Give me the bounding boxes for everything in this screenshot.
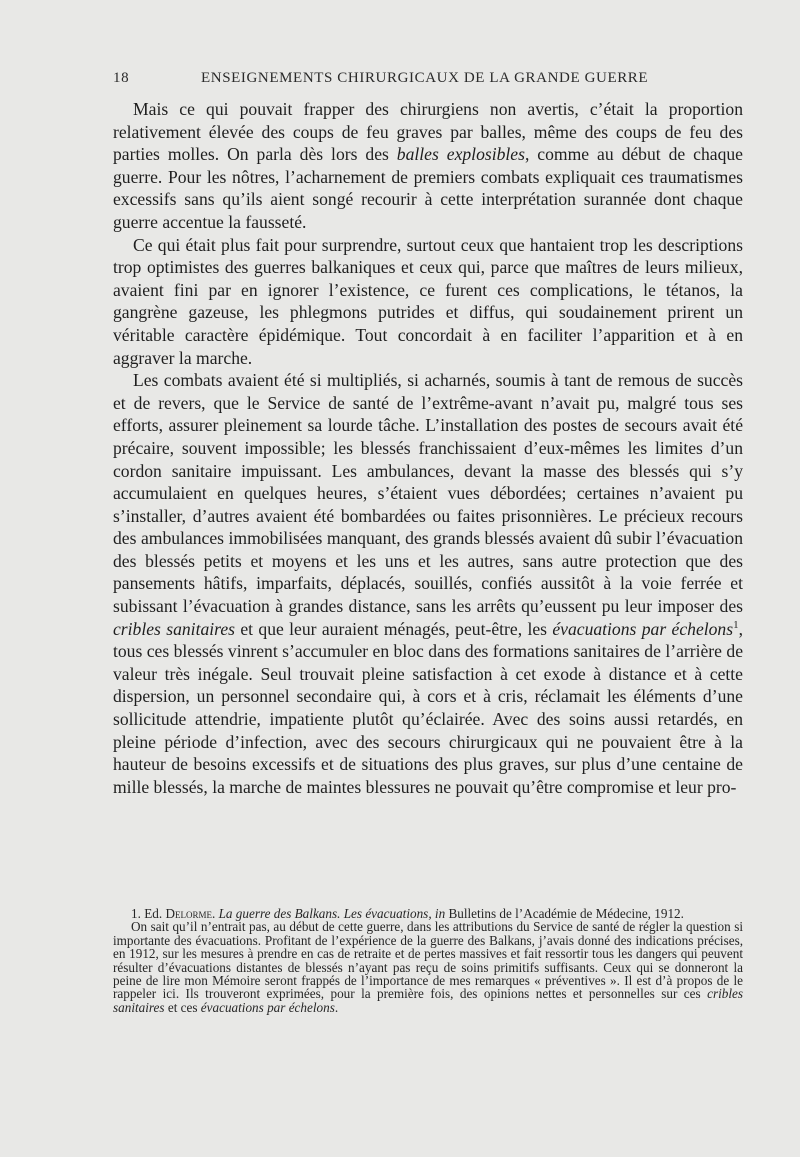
footnote-reference: 1 [733, 618, 739, 631]
footnote-1-continuation: On sait qu’il n’entrait pas, au début de cette guerre, dans les attributions du Service de santé de régler la question si importante des évacuations. Profitant de l’expérience de la guerre des Balkans, j’avais donné des indications précises, en 1912, sur les mesures à prendre en cas de retraite et de pertes massives et fait ressortir tous les dangers qui peuvent résulter d’évacuations distantes de blessés n’ayant pas reçu de soins primitifs suffisants. Ceux qui se donneront la peine de lire mon Mémoire seront frappés de l’importance de mes remarques « préventives ». Il est d’à propos de le rappeler ici. Ils trouveront exprimées, pour la première fois, des opinions nettes et personnelles sur ces cribles sanitaires et ces évacuations par échelons. [113, 919, 743, 1015]
paragraph-2: Ce qui était plus fait pour surprendre, surtout ceux que hantaient trop les descriptions trop optimistes des guerres balkaniques et ceux qui, parce que maîtres de leurs milieux, avaient fini par en ignorer l’existence, ce furent ces complications, le tétanos, la gangrène gazeuse, les phlegmons putrides et diffus, qui soudainement prirent un véritable caractère épidémique. Tout concordait à en faciliter l’apparition et à en aggraver la marche. [113, 234, 743, 368]
italic-term: évacuations par échelons [200, 999, 335, 1015]
paragraph-3: Les combats avaient été si multipliés, si acharnés, soumis à tant de remous de succès et de revers, que le Service de santé de l’extrême-avant n’avait pu, malgré tous ses efforts, assurer pleinement sa lourde tâche. L’installation des postes de secours avait été précaire, souvent impossible; les blessés franchissaient d’eux-mêmes les limites d’un cordon sanitaire impuissant. Les ambulances, devant la masse des blessés qui s’y accumulaient en quelques heures, s’étaient vues débordées; certaines n’avaient pu s’installer, d’autres avaient été bombardées ou faites prisonnières. Le précieux recours des ambulances immobilisées manquant, des grands blessés avaient dû subir l’évacuation des blessés petits et moyens et les uns et les autres, sans autre protection que des pansements hâtifs, imparfaits, déplacés, souillés, confiés aussitôt à la voie ferrée et subissant l’évacuation à grandes distance, sans les arrêts qu’eussent pu leur imposer des cribles sanitaires et que leur auraient ménagés, peut-être, les évacuations par échelons$^1$, tous ces blessés vinrent s’accumuler en bloc dans des formations sanitaires de l’arrière de valeur très inégale. Seul trouvait pleine satisfaction à cet exode à distance et à cette dispersion, un personnel secondaire qui, à cors et à cris, réclamait les éléments d’une sollicitude attendrie, impatiente plutôt qu’éclairée. Avec des soins aussi retardés, en pleine période d’infection, avec des secours chirurgicaux qui ne pouvaient être à la hauteur de besoins excessifs et de situations des plus graves, sur plus d’une centaine de mille blessés, la marche de maintes blessures ne pouvait qu’être compromise et leur pro- [113, 370, 743, 797]
running-title: ENSEIGNEMENTS CHIRURGICAUX DE LA GRANDE GUERRE [201, 70, 649, 86]
footnote-title: La guerre des Balkans. Les évacuations, in [218, 906, 446, 921]
footnote-1: 1. Ed. Delorme. La guerre des Balkans. Les évacuations, in Bulletins de l’Académie de Médecine, 1912. [131, 906, 684, 921]
running-header [113, 70, 743, 92]
italic-term: cribles sanitaires [113, 986, 743, 1015]
footnotes [113, 907, 743, 1014]
paragraph-1: Mais ce qui pouvait frapper des chirurgiens non avertis, c’était la proportion relativement élevée des coups de feu graves par balles, même des coups de feu des parties molles. On parla dès lors des balles explosibles, comme au début de chaque guerre. Pour les nôtres, l’acharnement de premiers combats expliquait ces traumatismes excessifs sans qu’ils aient songé recourir à cette interprétation surannée dont chaque guerre accentue la fausseté. [113, 99, 743, 232]
footnote-author: Delorme. [165, 906, 216, 921]
page-number: 18 [113, 70, 130, 86]
main-text [113, 98, 743, 798]
italic-term: évacuations par échelons [552, 618, 734, 639]
italic-term: cribles sanitaires [113, 618, 235, 639]
italic-term: balles explosibles [396, 144, 525, 165]
